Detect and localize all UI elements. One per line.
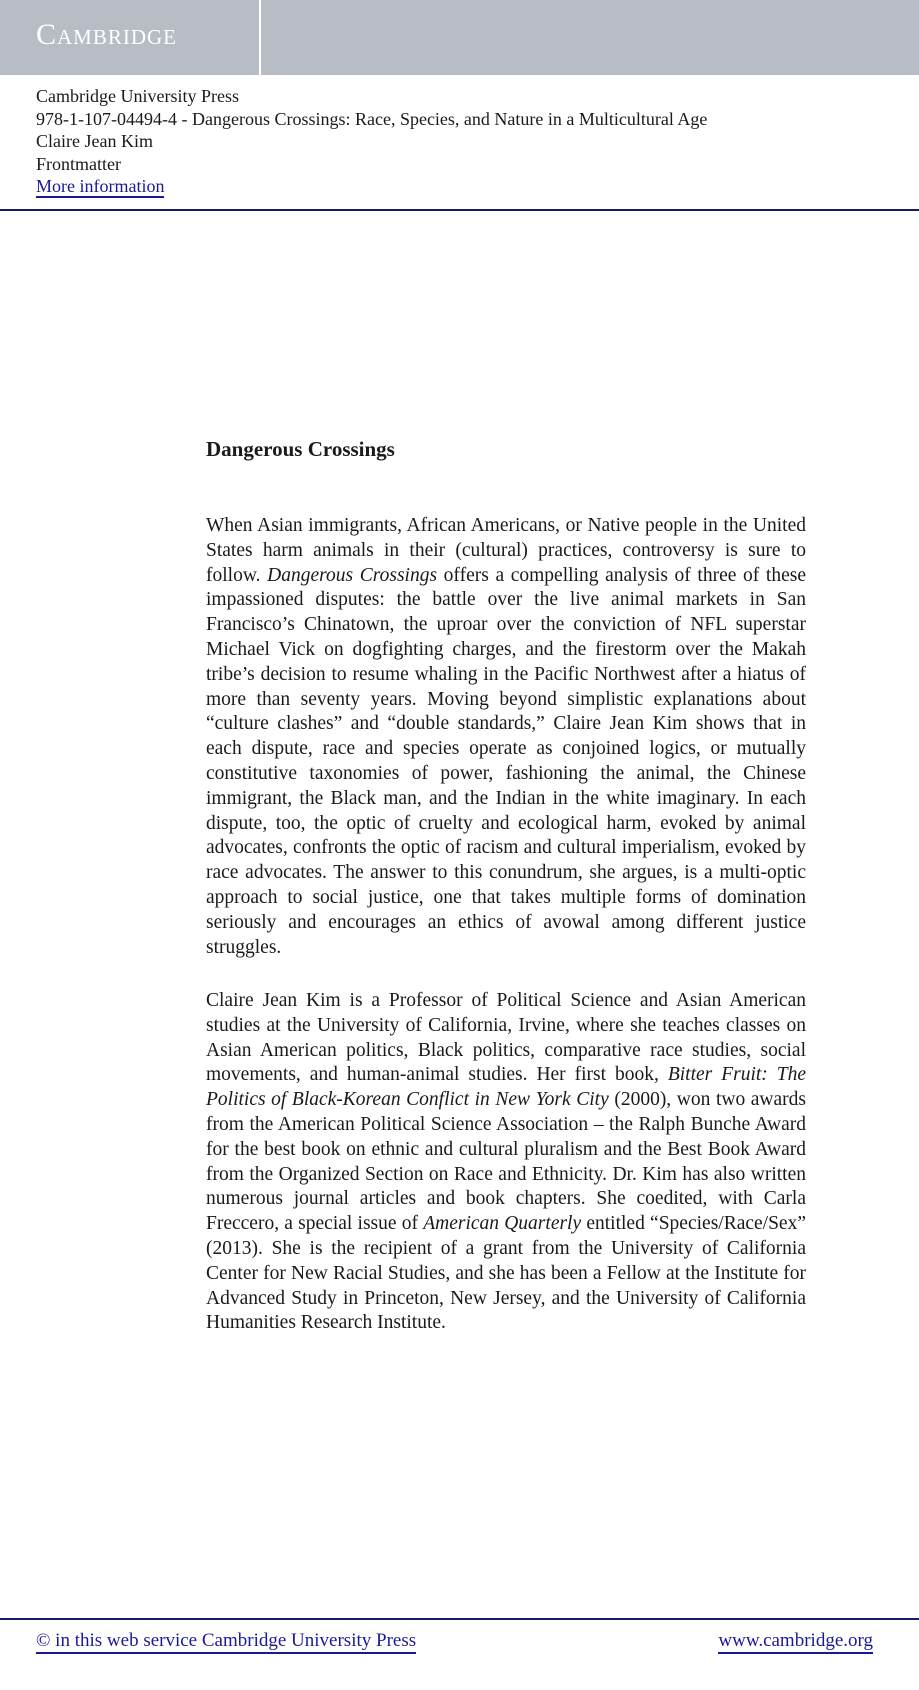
- more-information-link[interactable]: More information: [36, 176, 165, 196]
- author-bio: Claire Jean Kim is a Professor of Political Science and Asian American studies at the University of California, Irvine, where she teaches classes on Asian American politics, Black politics, comparative race studies, social movements, and human-animal studies. Her first book, Bitter Fruit: The Politics of Black-Korean Conflict in New York City (2000), won two awards from the American Political Science Association – the Ralph Bunche Award for the best book on ethnic and cultural pluralism and the Best Book Award from the Organized Section on Race and Ethnicity. Dr. Kim has also written numerous journal articles and book chapters. She coedited, with Carla Freccero, a special issue of American Quarterly entitled “Species/Race/Sex” (2013). She is the recipient of a grant from the University of California Center for New Racial Studies, and she has been a Fellow at the Institute for Advanced Study in Princeton, New Jersey, and the University of California Humanities Research Institute.: [206, 990, 807, 1334]
- isbn-title: 978-1-107-04494-4 - Dangerous Crossings: Race, Species, and Nature in a Multicultural Age: [36, 108, 708, 129]
- section-name: Frontmatter: [36, 153, 121, 174]
- website-link[interactable]: www.cambridge.org: [718, 1630, 873, 1654]
- book-description: When Asian immigrants, African Americans, or Native people in the United States harm animals in their (cultural) practices, controversy is sure to follow. Dangerous Crossings offers a compelling analysis of three of these impassioned disputes: the battle over the live animal markets in San Francisco’s Chinatown, the uproar over the conviction of NFL superstar Michael Vick on dogfighting charges, and the firestorm over the Makah tribe’s decision to resume whaling in the Pacific Northwest after a hiatus of more than seventy years. Moving beyond simplistic explanations about “culture clashes” and “double standards,” Claire Jean Kim shows that in each dispute, race and species operate as conjoined logics, or mutually constitutive taxonomies of power, fashioning the animal, the Chinese immigrant, the Black man, and the Indian in the white imaginary. In each dispute, too, the optic of cruelty and ecological harm, evoked by animal advocates, confronts the optic of racism and cultural imperialism, evoked by race advocates. The answer to this conundrum, she argues, is a multi-optic approach to social justice, one that takes multiple forms of domination seriously and encourages an ethics of avowal among different justice struggles.: [206, 515, 806, 958]
- header-rule: [0, 209, 919, 211]
- book-meta: [36, 85, 707, 198]
- cambridge-logo: Cambridge: [36, 18, 178, 51]
- book-title: Dangerous Crossings: [206, 437, 395, 461]
- copyright-link[interactable]: © in this web service Cambridge University Press: [36, 1630, 416, 1654]
- publisher-name: Cambridge University Press: [36, 86, 239, 106]
- header-bar: [0, 0, 919, 75]
- footer-rule: [0, 1618, 919, 1620]
- logo-divider: [259, 0, 261, 75]
- author-name: Claire Jean Kim: [36, 131, 153, 151]
